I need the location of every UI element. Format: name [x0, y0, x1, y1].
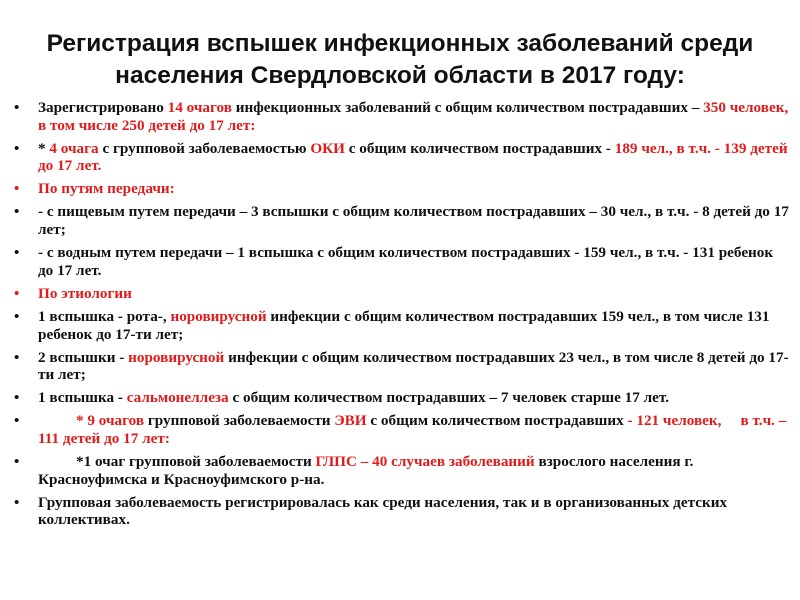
bullet-icon: •	[14, 180, 20, 198]
list-item: • * 9 очагов групповой заболеваемости ЭВИ с общим количеством пострадавших - 121 человек, в т.ч. – 111 детей до 17 лет:	[14, 412, 787, 447]
title-line-2: населения Свердловской области в 2017 году:	[115, 62, 685, 89]
bullet-icon: •	[14, 348, 20, 366]
list-item: • - с водным путем передачи – 1 вспышка с общим количеством пострадавших - 159 чел., в т.ч. - 131 ребенок до 17 лет.	[14, 244, 774, 279]
slide-title	[40, 28, 760, 92]
list-item-heading: • По этиологии	[14, 284, 132, 302]
bullet-icon: •	[14, 389, 20, 407]
list-item: • 1 вспышка - рота-, норовирусной инфекции с общим количеством пострадавших 159 чел., в том числе 131 ребенок до 17-ти лет;	[14, 307, 770, 343]
list-item: • Зарегистрировано 14 очагов инфекционных заболеваний с общим количеством пострадавших – 350 человек, в том числе 250 детей до 17 лет:	[14, 99, 789, 134]
bullet-icon: •	[14, 453, 20, 471]
list-item: • - с пищевым путем передачи – 3 вспышки с общим количеством пострадавших – 30 чел., в т.ч. - 8 детей до 17 лет;	[14, 203, 789, 239]
list-item: • Групповая заболеваемость регистрировалась как среди населения, так и в организованных детских коллективах.	[14, 493, 728, 529]
list-item: • 2 вспышки - норовирусной инфекции с общим количеством пострадавших 23 чел., в том числе 8 детей до 17-ти лет;	[14, 348, 789, 384]
bullet-icon: •	[14, 493, 20, 511]
bullet-icon: •	[14, 412, 20, 430]
bullet-icon: •	[14, 203, 20, 221]
bullet-icon: •	[14, 99, 20, 116]
bullet-icon: •	[14, 244, 20, 262]
list-item: • * 4 очага с групповой заболеваемостью ОКИ с общим количеством пострадавших - 189 чел., в т.ч. - 139 детей до 17 лет.	[14, 139, 788, 175]
bullet-list	[10, 99, 790, 534]
bullet-icon: •	[14, 284, 20, 302]
bullet-icon: •	[14, 139, 20, 157]
list-item: • *1 очаг групповой заболеваемости ГЛПС – 40 случаев заболеваний взрослого населения г. Красноуфимска и Красноуфимского р-на.	[14, 453, 694, 488]
bullet-icon: •	[14, 307, 20, 325]
title-line-1: Регистрация вспышек инфекционных заболеваний среди	[46, 30, 754, 57]
list-item-heading: • По путям передачи:	[14, 180, 175, 198]
list-item: • 1 вспышка - сальмонеллеза с общим количеством пострадавших – 7 человек старше 17 лет.	[14, 389, 670, 407]
